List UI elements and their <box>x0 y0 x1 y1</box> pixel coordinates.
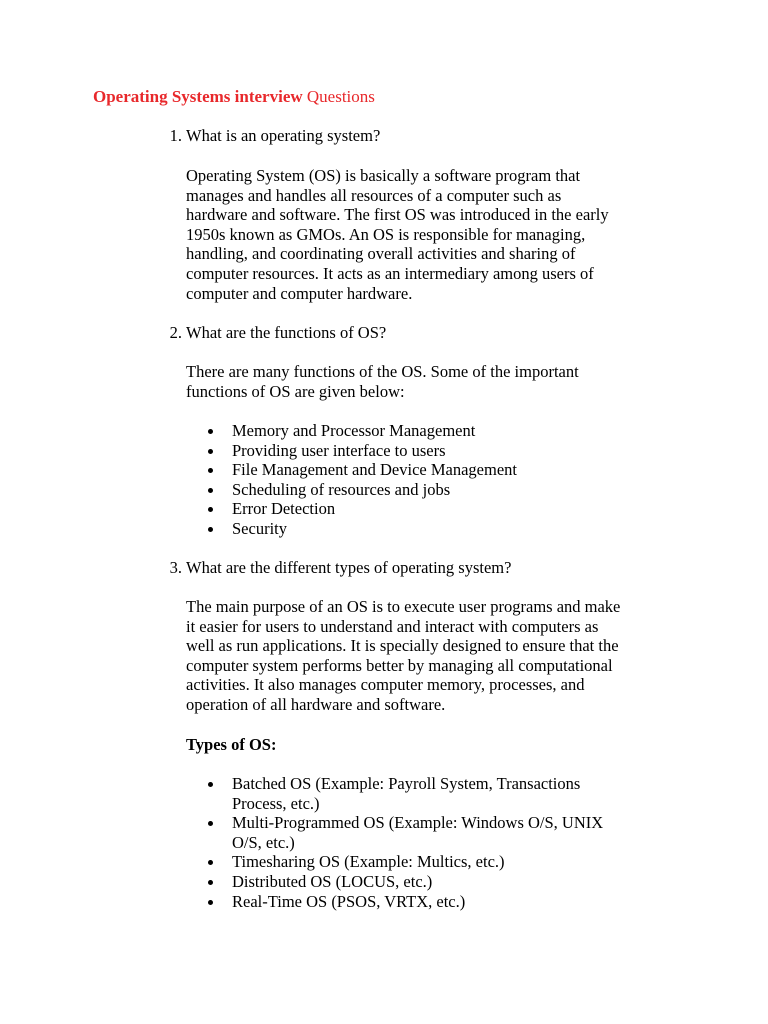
question-number: 3. <box>169 558 182 577</box>
answer-line: manages and handles all resources of a computer such as <box>186 185 562 205</box>
bullet-icon <box>208 880 213 885</box>
answer-line: Operating System (OS) is basically a software program that <box>186 166 581 185</box>
list-item: Multi-Programmed OS (Example: Windows O/S, UNIX O/S, etc.) <box>186 813 656 852</box>
os-types-list <box>186 774 656 911</box>
list-item: Providing user interface to users <box>186 441 656 461</box>
types-of-os-heading: Types of OS: <box>186 735 277 754</box>
title-regular-part: Questions <box>302 87 375 106</box>
answer-line: it easier for users to understand and interact with computers as <box>186 616 599 636</box>
bullet-icon <box>208 449 213 454</box>
list-item: Real-Time OS (PSOS, VRTX, etc.) <box>186 892 656 912</box>
list-item: Scheduling of resources and jobs <box>186 480 656 500</box>
question-number: 1. <box>169 126 182 145</box>
answer-3-paragraph <box>186 597 676 715</box>
question-text: What are the functions of OS? <box>186 323 387 342</box>
list-item: Batched OS (Example: Payroll System, Transactions Process, etc.) <box>186 774 656 813</box>
bullet-icon <box>208 860 213 865</box>
question-text: What is an operating system? <box>186 126 381 145</box>
answer-1-paragraph <box>186 166 676 303</box>
answer-line: The main purpose of an OS is to execute user programs and make <box>186 597 621 616</box>
list-item: Security <box>186 519 656 539</box>
list-item: Error Detection <box>186 499 656 519</box>
list-item: Timesharing OS (Example: Multics, etc.) <box>186 852 656 872</box>
question-text: What are the different types of operating system? <box>186 558 512 577</box>
bullet-icon <box>208 488 213 493</box>
title-bold-part: Operating Systems interview <box>93 87 303 106</box>
answer-line: activities. It also manages computer memory, processes, and <box>186 675 585 695</box>
bullet-icon <box>208 900 213 905</box>
bullet-icon <box>208 507 213 512</box>
answer-line: computer system performs better by managing all computational <box>186 655 613 675</box>
answer-line: functions of OS are given below: <box>186 381 405 401</box>
list-item: File Management and Device Management <box>186 460 656 480</box>
answer-line: operation of all hardware and software. <box>186 694 446 714</box>
answer-line: handling, and coordinating overall activities and sharing of <box>186 244 576 264</box>
answer-2-paragraph <box>186 362 676 401</box>
answer-line: 1950s known as GMOs. An OS is responsible for managing, <box>186 224 586 244</box>
bullet-icon <box>208 782 213 787</box>
bullet-icon <box>208 527 213 532</box>
document-title <box>93 86 375 108</box>
answer-line: computer and computer hardware. <box>186 283 413 303</box>
functions-list <box>186 421 656 539</box>
answer-line: hardware and software. The first OS was introduced in the early <box>186 205 609 225</box>
question-number: 2. <box>169 323 182 342</box>
list-item: Distributed OS (LOCUS, etc.) <box>186 872 656 892</box>
bullet-icon <box>208 429 213 434</box>
answer-line: well as run applications. It is specially designed to ensure that the <box>186 636 619 656</box>
answer-line: computer resources. It acts as an intermediary among users of <box>186 263 594 283</box>
bullet-icon <box>208 821 213 826</box>
bullet-icon <box>208 468 213 473</box>
list-item: Memory and Processor Management <box>186 421 656 441</box>
answer-line: There are many functions of the OS. Some of the important <box>186 362 579 381</box>
